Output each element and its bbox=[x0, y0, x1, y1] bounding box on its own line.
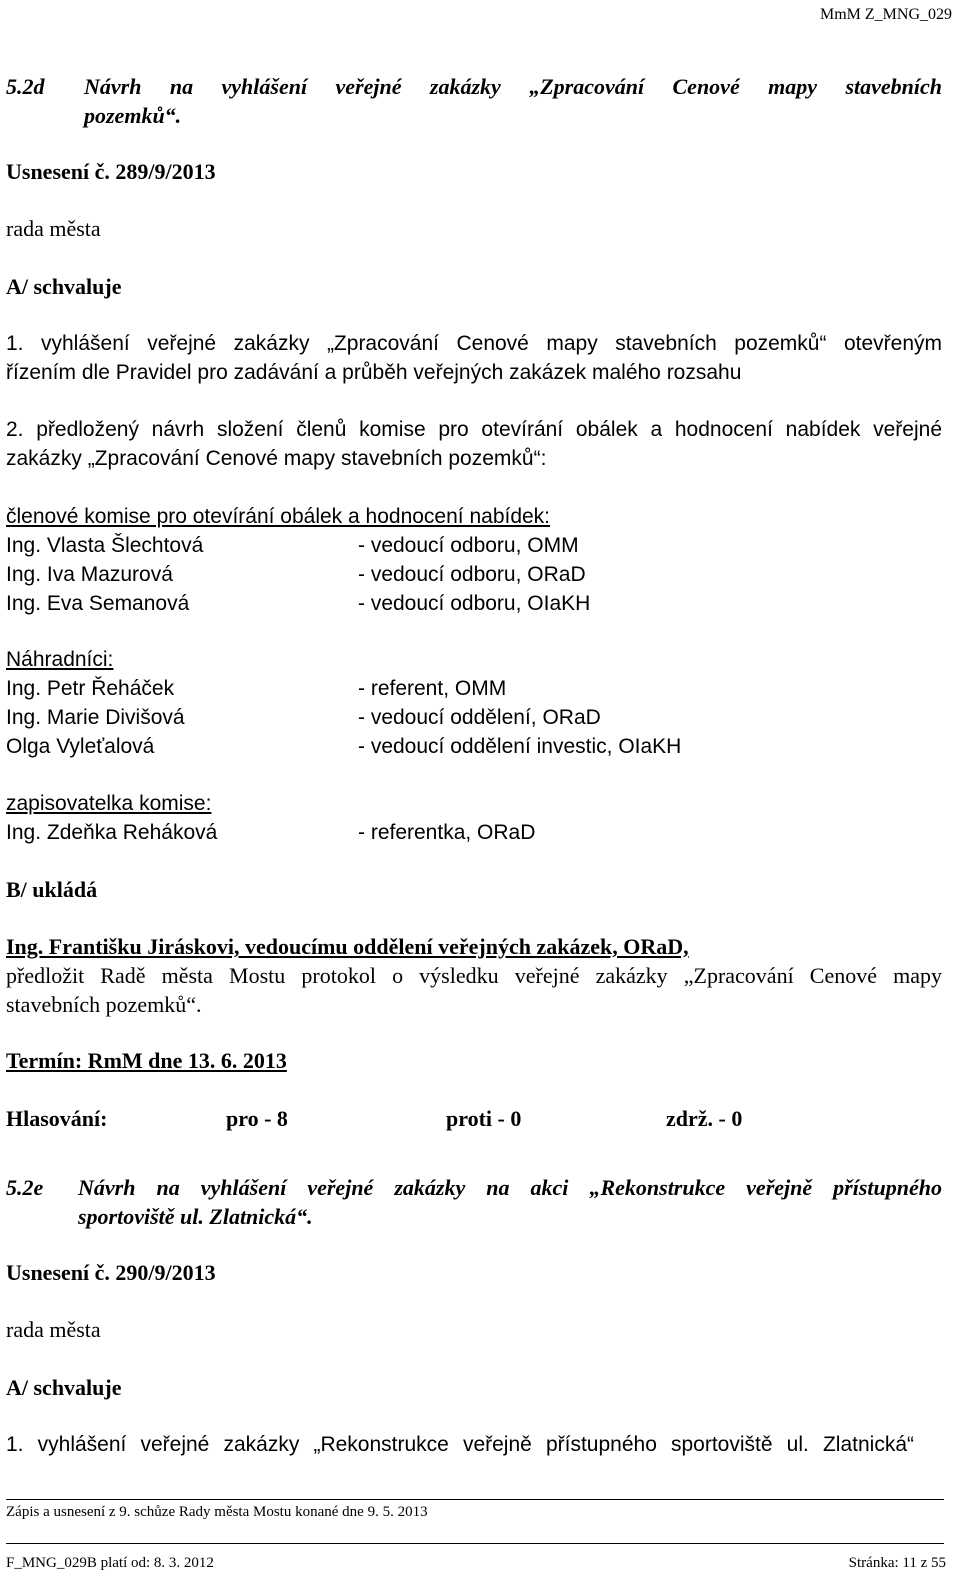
item-title-line2: sportoviště ul. Zlatnická“. bbox=[78, 1204, 313, 1229]
section-b-heading: B/ ukládá bbox=[6, 877, 98, 902]
vote-against: proti - 0 bbox=[446, 1106, 522, 1131]
footer-rule bbox=[6, 1543, 944, 1544]
resolution-number: Usnesení č. 289/9/2013 bbox=[6, 159, 216, 184]
item-number: 5.2e bbox=[6, 1175, 44, 1200]
item-number: 5.2d bbox=[6, 74, 45, 99]
assignee: Ing. Františku Jiráskovi, vedoucímu oddělení veřejných zakázek, ORaD, bbox=[6, 934, 689, 959]
substitute-name: Olga Vyleťalová bbox=[6, 735, 155, 758]
item-title-line2: pozemků“. bbox=[84, 103, 182, 128]
vote-for: pro - 8 bbox=[226, 1106, 288, 1131]
point2-line2: zakázky „Zpracování Cenové mapy stavebních pozemků“: bbox=[6, 447, 547, 470]
member-role: - vedoucí odboru, OIaKH bbox=[358, 592, 591, 615]
member-role: - vedoucí odboru, ORaD bbox=[358, 563, 586, 586]
footer-page-number: Stránka: 11 z 55 bbox=[848, 1555, 946, 1571]
vote-label: Hlasování: bbox=[6, 1106, 108, 1131]
resolution-number: Usnesení č. 290/9/2013 bbox=[6, 1260, 216, 1285]
deadline: Termín: RmM dne 13. 6. 2013 bbox=[6, 1048, 287, 1073]
vote-abstain: zdrž. - 0 bbox=[666, 1106, 743, 1131]
member-name: Ing. Iva Mazurová bbox=[6, 563, 173, 586]
substitute-role: - vedoucí oddělení investic, OIaKH bbox=[358, 735, 682, 758]
recorder-role: - referentka, ORaD bbox=[358, 821, 536, 844]
item-title-line1: Návrh na vyhlášení veřejné zakázky na akci „Rekonstrukce veřejně přístupného bbox=[78, 1175, 942, 1200]
substitute-role: - vedoucí oddělení, ORaD bbox=[358, 706, 601, 729]
footer-form-code: F_MNG_029B platí od: 8. 3. 2012 bbox=[6, 1555, 214, 1571]
substitute-role: - referent, OMM bbox=[358, 677, 507, 700]
point1-line2: řízením dle Pravidel pro zadávání a průběh veřejných zakázek malého rozsahu bbox=[6, 361, 742, 384]
point2-line1: 2. předložený návrh složení členů komise pro otevírání obálek a hodnocení nabídek veřejné bbox=[6, 418, 942, 441]
member-name: Ing. Eva Semanová bbox=[6, 592, 190, 615]
task-line2: stavebních pozemků“. bbox=[6, 992, 202, 1017]
task-line1: předložit Radě města Mostu protokol o výsledku veřejné zakázky „Zpracování Cenové mapy bbox=[6, 963, 942, 988]
substitutes-heading: Náhradníci: bbox=[6, 648, 114, 671]
section-a-heading: A/ schvaluje bbox=[6, 1375, 122, 1400]
item-title-line1: Návrh na vyhlášení veřejné zakázky „Zpracování Cenové mapy stavebních bbox=[84, 74, 942, 99]
substitute-name: Ing. Petr Řeháček bbox=[6, 677, 175, 700]
recorder-name: Ing. Zdeňka Reháková bbox=[6, 821, 218, 844]
document-code: MmM Z_MNG_029 bbox=[819, 6, 952, 23]
section-a-heading: A/ schvaluje bbox=[6, 274, 122, 299]
substitute-name: Ing. Marie Divišová bbox=[6, 706, 185, 729]
footer-minutes: Zápis a usnesení z 9. schůze Rady města Mostu konané dne 9. 5. 2013 bbox=[6, 1504, 428, 1520]
member-name: Ing. Vlasta Šlechtová bbox=[6, 534, 204, 557]
recorder-heading: zapisovatelka komise: bbox=[6, 792, 212, 815]
footer-rule bbox=[6, 1499, 944, 1500]
point1-line1: 1. vyhlášení veřejné zakázky „Rekonstrukce veřejně přístupného sportoviště ul. Zlatnická“ bbox=[6, 1433, 914, 1456]
members-heading: členové komise pro otevírání obálek a hodnocení nabídek: bbox=[6, 505, 551, 528]
board-label: rada města bbox=[6, 1317, 101, 1342]
board-label: rada města bbox=[6, 216, 101, 241]
point1-line1: 1. vyhlášení veřejné zakázky „Zpracování Cenové mapy stavebních pozemků“ otevřeným bbox=[6, 332, 942, 355]
member-role: - vedoucí odboru, OMM bbox=[358, 534, 579, 557]
